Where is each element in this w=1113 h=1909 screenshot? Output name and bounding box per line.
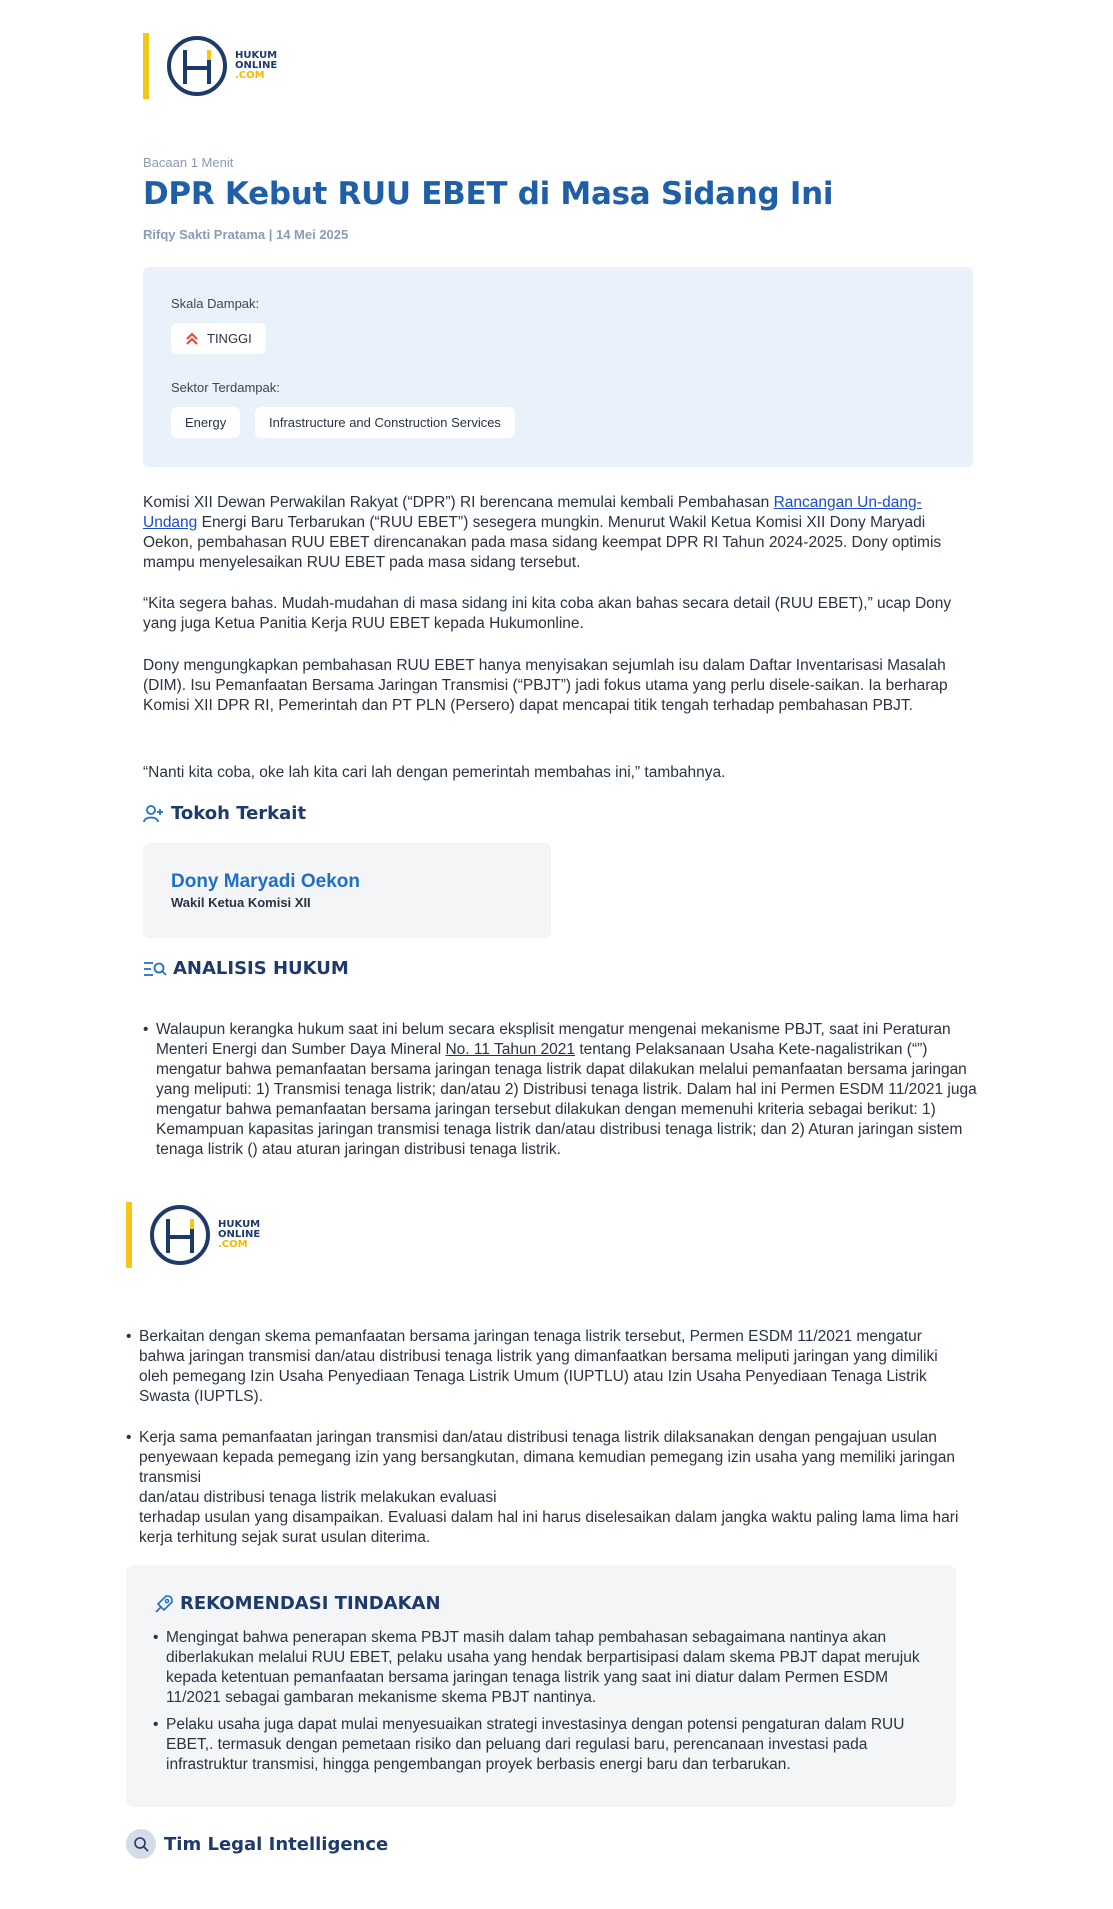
logo-h-icon xyxy=(167,36,227,96)
related-people-heading: Tokoh Terkait xyxy=(143,803,306,824)
ruu-link[interactable]: Rancangan Un-dang-Undang xyxy=(143,494,922,531)
author-team xyxy=(126,1829,388,1859)
list-search-icon xyxy=(143,960,167,978)
recommendation-item-2: • Pelaku usaha juga dapat mulai menyesuaikan strategi investasinya dengan potensi pengaturan dalam RUU EBET,. termasuk dengan pemetaan risiko dan peluang dari regulasi baru, perencanaan investasi pada infrastruktur transmisi, hingga pengembangan proyek berbasis energi baru dan terbarukan. xyxy=(153,1716,905,1773)
analysis-bullet-1: • Walaupun kerangka hukum saat ini belum secara eksplisit mengatur mengenai mekanisme PBJT, saat ini Peraturan Menteri Energi dan Sumber Daya Mineral No. 11 Tahun 2021 tentang Pelaksanaan Usaha Kete-nagalistrikan (“”) mengatur bahwa pemanfaatan bersama jaringan tenaga listrik dapat dilakukan melalui pemanfaatan bersama jaringan yang meliputi: 1) Transmisi tenaga listrik; dan/atau 2) Distribusi tenaga listrik. Dalam hal ini Permen ESDM 11/2021 juga mengatur bahwa pemanfaatan bersama jaringan tersebut dilakukan dengan memenuhi kriteria sebagai berikut: 1) Kemampuan kapasitas jaringan transmisi tenaga listrik dan/atau distribusi tenaga listrik; dan 2) Aturan jaringan sistem tenaga listrik () atau aturan jaringan distribusi tenaga listrik. xyxy=(143,1021,977,1158)
logo-wordmark: HUKUM ONLINE .COM xyxy=(235,50,278,81)
paragraph-3: Dony mengungkapkan pembahasan RUU EBET hanya menyisakan sejumlah isu dalam Daftar Inventarisasi Masalah (DIM). Isu Pemanfaatan Bersama Jaringan Transmisi (“PBJT”) jadi fokus utama yang perlu disele-saikan. Ia berharap Komisi XII DPR RI, Pemerintah dan PT PLN (Persero) dapat mencapai titik tengah terhadap pembahasan PBJT. xyxy=(143,657,948,714)
impact-scale-label: Skala Dampak: xyxy=(171,296,260,311)
paragraph-2: “Kita segera bahas. Mudah-mudahan di masa sidang ini kita coba akan bahas secara detail (RUU EBET),” ucap Dony yang juga Ketua Panitia Kerja RUU EBET kepada Hukumonline. xyxy=(143,595,952,632)
analysis-heading: ANALISIS HUKUM xyxy=(143,958,349,979)
logo-accent-bar xyxy=(143,33,149,99)
analysis-bullet-3: • Kerja sama pemanfaatan jaringan transmisi dan/atau distribusi tenaga listrik dilaksanakan dengan pengajuan usulan penyewaan kepada pemegang izin yang bersangkutan, dimana kemudian pemegang izin usaha yang memiliki jaringan transmisi dan/atau distribusi tenaga listrik melakukan evaluasi terhadap usulan yang disampaikan. Evaluasi dalam hal ini harus diselesaikan dalam jangka waktu paling lama lima hari kerja terhitung sejak surat usulan diterima. xyxy=(126,1429,959,1546)
rocket-icon xyxy=(154,1594,174,1614)
impact-scale-value: TINGGI xyxy=(207,331,252,346)
read-time: Bacaan 1 Menit xyxy=(143,155,234,170)
logo-h-icon xyxy=(150,1205,210,1265)
impact-panel xyxy=(143,267,973,467)
person-name[interactable]: Dony Maryadi Oekon xyxy=(171,871,360,892)
double-chevron-up-icon xyxy=(185,332,199,346)
logo-accent-bar xyxy=(126,1202,132,1268)
person-role: Wakil Ketua Komisi XII xyxy=(171,895,311,910)
logo-inline xyxy=(126,1202,260,1268)
recommendation-heading: REKOMENDASI TINDAKAN xyxy=(154,1593,441,1614)
analysis-bullet-2: • Berkaitan dengan skema pemanfaatan bersama jaringan tenaga listrik tersebut, Permen ESDM 11/2021 mengatur bahwa jaringan transmisi dan/atau distribusi tenaga listrik yang dimanfaatkan bersama meliputi jaringan yang dimiliki oleh pemegang Izin Usaha Penyediaan Tenaga Listrik Umum (IUPTLU) atau Izin Usaha Penyediaan Tenaga Listrik Swasta (IUPTLS). xyxy=(126,1328,938,1405)
sector-tag-infrastructure[interactable]: Infrastructure and Construction Services xyxy=(255,407,515,438)
sector-tag-energy[interactable]: Energy xyxy=(171,407,240,438)
recommendation-panel xyxy=(126,1565,956,1807)
impact-sector-label: Sektor Terdampak: xyxy=(171,380,280,395)
paragraph-4: “Nanti kita coba, oke lah kita cari lah dengan pemerintah membahas ini,” tambahnya. xyxy=(143,764,726,781)
team-avatar-icon xyxy=(126,1829,156,1859)
recommendation-item-1: • Mengingat bahwa penerapan skema PBJT masih dalam tahap pembahasan sebagaimana nantinya akan diberlakukan melalui RUU EBET, pelaku usaha yang hendak berpartisipasi dalam skema PBJT dapat merujuk kepada ketentuan pemanfaatan bersama jaringan tenaga listrik yang saat ini diatur dalam Permen ESDM 11/2021 sebagai gambaran mekanisme skema PBJT nantinya. xyxy=(153,1629,920,1706)
team-name: Tim Legal Intelligence xyxy=(164,1833,389,1855)
page-title: DPR Kebut RUU EBET di Masa Sidang Ini xyxy=(143,176,834,212)
byline: Rifqy Sakti Pratama | 14 Mei 2025 xyxy=(143,227,349,242)
user-plus-icon xyxy=(143,804,165,824)
permen-link[interactable]: No. 11 Tahun 2021 xyxy=(445,1041,576,1058)
logo-wordmark: HUKUM ONLINE .COM xyxy=(218,1219,261,1250)
paragraph-1: Komisi XII Dewan Perwakilan Rakyat (“DPR”) RI berencana memulai kembali Pembahasan Rancangan Un-dang-Undang Energi Baru Terbarukan (“RUU EBET”) sesegera mungkin. Menurut Wakil Ketua Komisi XII Dony Maryadi Oekon, pembahasan RUU EBET direncanakan pada masa sidang keempat DPR RI Tahun 2024-2025. Dony optimis mampu menyelesaikan RUU EBET pada masa sidang tersebut. xyxy=(143,494,942,571)
logo-top[interactable] xyxy=(143,33,277,99)
impact-scale-badge xyxy=(171,323,266,354)
person-card[interactable] xyxy=(143,843,551,938)
